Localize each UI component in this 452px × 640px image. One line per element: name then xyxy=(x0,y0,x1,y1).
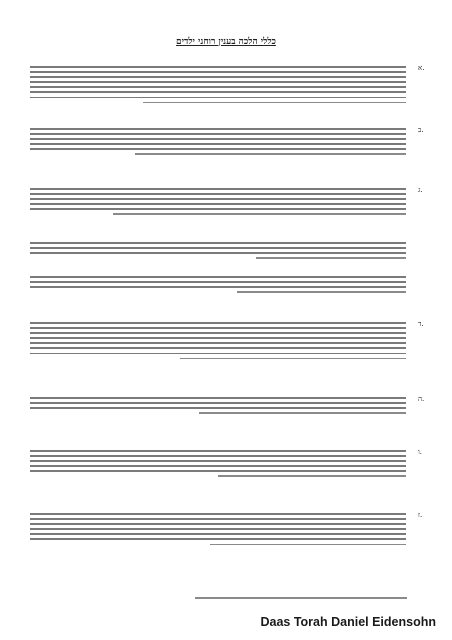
section-number: ו. xyxy=(418,448,423,456)
watermark-text: Daas Torah Daniel Eidensohn xyxy=(260,615,436,629)
paragraph-3 xyxy=(30,188,406,219)
section-number: ז. xyxy=(418,511,423,519)
footnote xyxy=(195,597,407,599)
page-title: כללי הלכה בענין רוחני ילדים xyxy=(176,37,276,47)
paragraph-5 xyxy=(30,397,406,417)
paragraph-2 xyxy=(30,128,406,159)
section-number: ד. xyxy=(418,320,424,328)
section-number: ב. xyxy=(418,126,424,134)
section-number: ג. xyxy=(418,186,423,194)
paragraph-4 xyxy=(30,322,406,363)
paragraph-6 xyxy=(30,450,406,481)
section-number: א. xyxy=(418,64,425,72)
paragraph-3c xyxy=(30,276,406,296)
paragraph-7 xyxy=(30,513,406,549)
paragraph-1 xyxy=(30,66,406,107)
section-number: ה. xyxy=(418,395,425,403)
paragraph-3b xyxy=(30,242,406,262)
